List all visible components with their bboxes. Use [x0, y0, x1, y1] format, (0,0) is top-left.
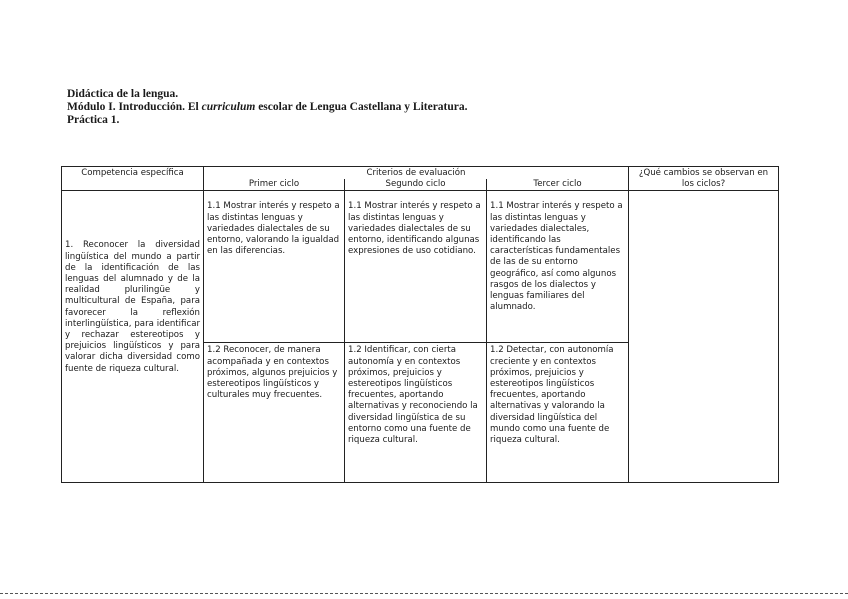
subheader-tercer-ciclo: Tercer ciclo	[487, 179, 629, 191]
subheader-primer-ciclo: Primer ciclo	[204, 179, 345, 191]
table-row	[62, 191, 779, 343]
practice-title: Práctica 1.	[67, 114, 120, 126]
criterio-1-2-segundo: 1.2 Identificar, con cierta autonomía y en contextos próximos, prejuicios y estereotipos lingüísticos frecuentes, aportando alternativas y reconociendo la diversidad lingüística de su entorno como una fuente de riqueza cultural.	[345, 343, 487, 483]
module-title-suffix: escolar de Lengua Castellana y Literatura.	[258, 101, 468, 113]
module-title-prefix: Módulo I. Introducción. El	[67, 101, 199, 113]
header-criterios: Criterios de evaluación	[204, 167, 629, 180]
competencia-cell	[62, 191, 204, 483]
cambios-cell	[629, 191, 779, 483]
criterio-1-2-primer: 1.2 Reconocer, de manera acompañada y en contextos próximos, algunos prejuicios y estereotipos lingüísticos y culturales muy frecuentes.	[204, 343, 345, 483]
criterio-1-1-primer: 1.1 Mostrar interés y respeto a las distintas lenguas y variedades dialectales de su entorno, valorando la igualdad en las diferencias.	[204, 191, 345, 343]
competencia-text: 1. Reconocer la diversidad lingüística del mundo a partir de la identificación de las lenguas del alumnado y de la realidad plurilingüe y multicultural de España, para favorecer la reflexión interlingüística, para identificar y rechazar estereotipos y prejuicios lingüísticos y para valorar dicha diversidad como fuente de riqueza cultural.	[65, 240, 200, 374]
evaluation-table	[61, 166, 779, 483]
table-header-row	[62, 167, 779, 180]
module-title-italic: curriculum	[201, 101, 256, 113]
course-title: Didáctica de la lengua.	[67, 88, 179, 100]
header-cambios: ¿Qué cambios se observan en los ciclos?	[629, 167, 779, 191]
header-competencia: Competencia específica	[62, 167, 204, 191]
criterio-1-2-tercer: 1.2 Detectar, con autonomía creciente y en contextos próximos, prejuicios y estereotipos lingüísticos frecuentes, aportando alternativas y valorando la diversidad lingüística del mundo como una fuente de riqueza cultural.	[487, 343, 629, 483]
module-title	[67, 101, 468, 114]
document-heading	[67, 88, 468, 127]
criterio-1-1-segundo: 1.1 Mostrar interés y respeto a las distintas lenguas y variedades dialectales de su entorno, identificando algunas expresiones de uso cotidiano.	[345, 191, 487, 343]
page-bottom-divider	[0, 593, 848, 594]
criterio-1-1-tercer: 1.1 Mostrar interés y respeto a las distintas lenguas y variedades dialectales, identificando las características fundamentales de las de su entorno geográfico, así como algunos rasgos de los dialectos y lenguas familiares del alumnado.	[487, 191, 629, 343]
subheader-segundo-ciclo: Segundo ciclo	[345, 179, 487, 191]
